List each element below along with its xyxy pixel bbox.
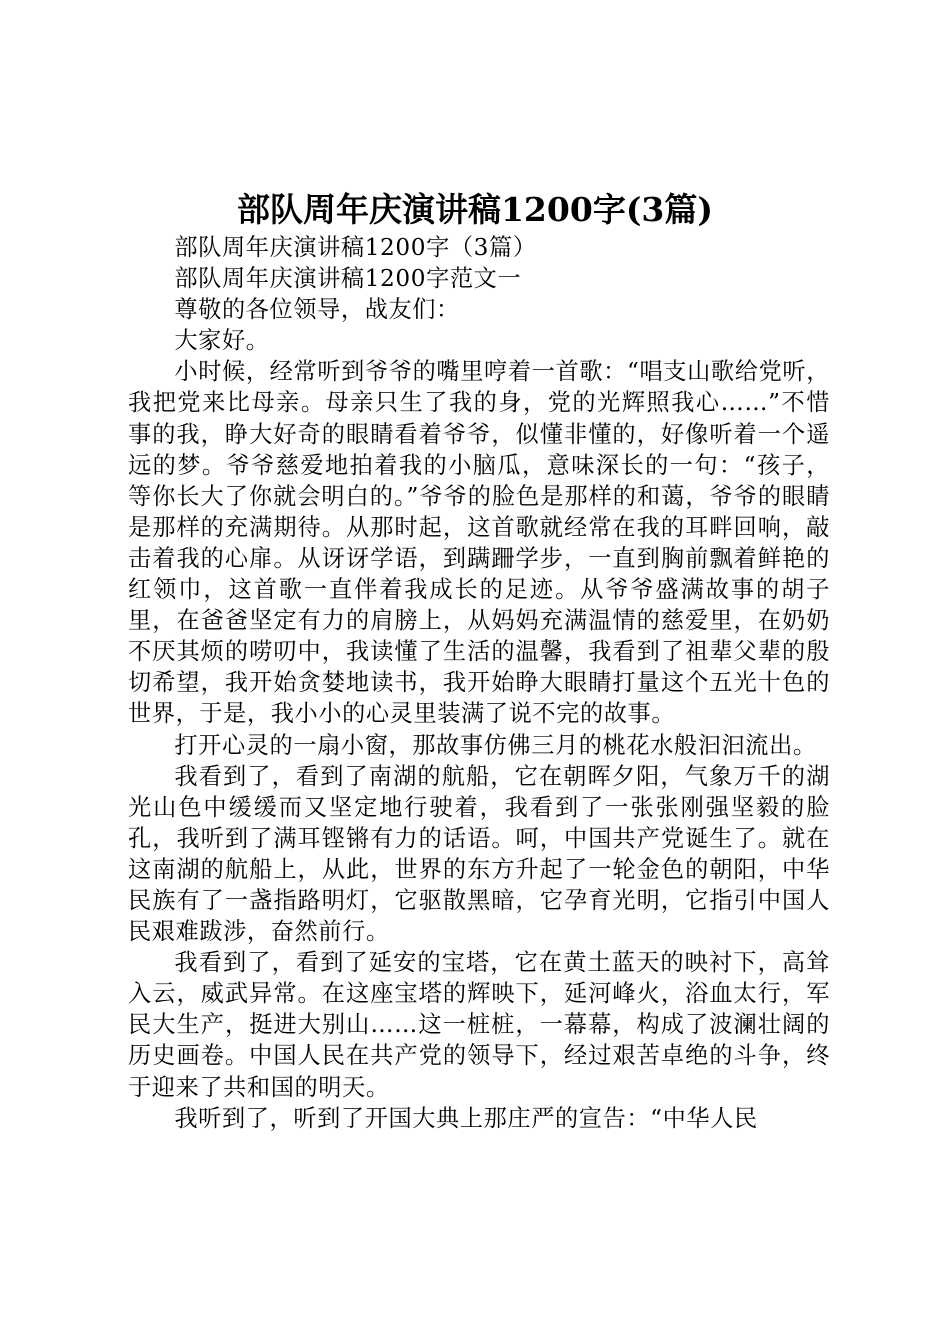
- paragraph: 打开心灵的一扇小窗，那故事仿佛三月的桃花水般汩汩流出。: [174, 731, 817, 759]
- salutation: 尊敬的各位领导，战友们：: [174, 296, 460, 324]
- subtitle-line: 部队周年庆演讲稿1200字（3篇）: [174, 234, 537, 261]
- greeting: 大家好。: [174, 327, 270, 355]
- section-heading: 部队周年庆演讲稿1200字范文一: [174, 265, 522, 293]
- document-title: 部队周年庆演讲稿1200字(3篇): [236, 190, 714, 229]
- paragraph: 小时候，经常听到爷爷的嘴里哼着一首歌：“唱支山歌给党听，我把党来比母亲。母亲只生了我的身，党的光辉照我心……”不惜事的我，睁大好奇的眼睛看着爷爷，似懂非懂的，好像听着一个遥远的梦。爷爷慈爱地拍着我的小脑瓜，意味深长的一句：“孩子，等你长大了你就会明白的。”爷爷的脸色是那样的和蔼，爷爷的眼睛是那样的充满期待。从那时起，这首歌就经常在我的耳畔回响，敲击着我的心扉。从讶讶学语，到蹒跚学步，一直到胸前飘着鲜艳的红领巾，这首歌一直伴着我成长的足迹。从爷爷盛满故事的胡子里，在爸爸坚定有力的肩膀上，从妈妈充满温情的慈爱里，在奶奶不厌其烦的唠叨中，我读懂了生活的温馨，我看到了祖辈父辈的殷切希望，我开始贪婪地读书，我开始睁大眼睛打量这个五光十色的世界，于是，我小小的心灵里装满了说不完的故事。: [128, 358, 830, 728]
- paragraph: 我听到了，听到了开国大典上那庄严的宣告：“中华人民: [174, 1104, 758, 1132]
- document-body: [128, 232, 830, 1134]
- paragraph: 我看到了，看到了南湖的航船，它在朝晖夕阳，气象万千的湖光山色中缓缓而又坚定地行驶着，我看到了一张张刚强坚毅的脸孔，我听到了满耳铿锵有力的话语。呵，中国共产党诞生了。就在这南湖的航船上，从此，世界的东方升起了一轮金色的朝阳，中华民族有了一盏指路明灯，它驱散黑暗，它孕育光明，它指引中国人民艰难跋涉，奋然前行。: [128, 762, 830, 946]
- paragraph: 我看到了，看到了延安的宝塔，它在黄土蓝天的映衬下，高耸入云，威武异常。在这座宝塔的辉映下，延河峰火，浴血太行，军民大生产，挺进大别山……这一桩桩，一幕幕，构成了波澜壮阔的历史画卷。中国人民在共产党的领导下，经过艰苦卓绝的斗争，终于迎来了共和国的明天。: [128, 949, 830, 1101]
